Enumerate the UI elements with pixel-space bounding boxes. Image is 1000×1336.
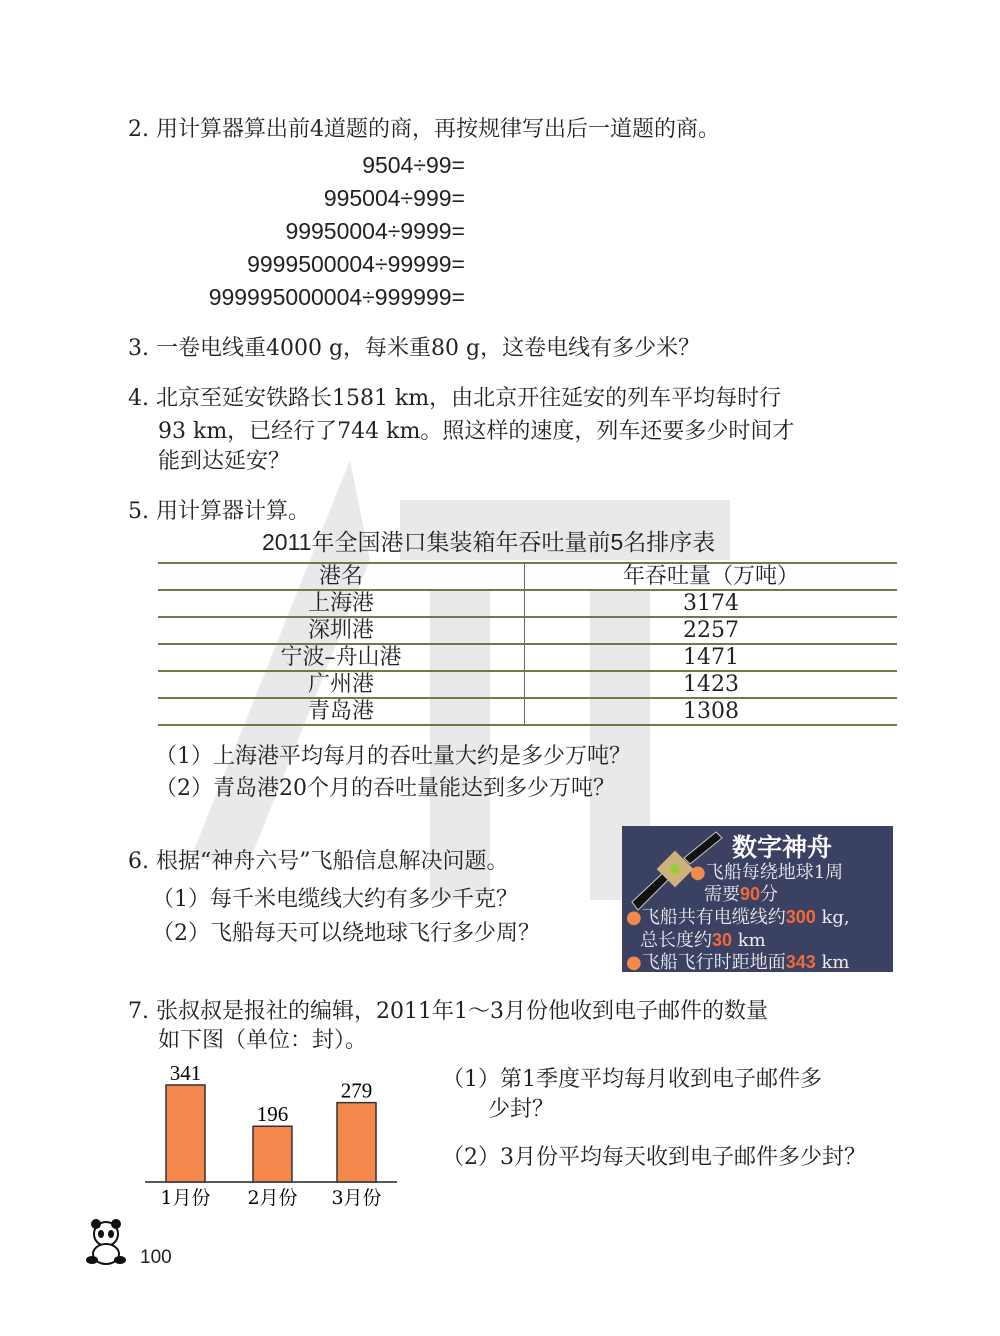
q7-sub: （1）第1季度平均每月收到电子邮件多	[442, 1067, 822, 1092]
table-row	[158, 590, 897, 617]
table-title: 2011年全国港口集装箱年吞吐量前5名排序表	[262, 529, 716, 555]
port-volume: 1423	[525, 671, 898, 698]
port-table	[158, 562, 897, 726]
info-number: 300	[785, 907, 816, 927]
table-row	[158, 671, 897, 698]
q4-line: 能到达延安？	[158, 449, 291, 474]
table-row	[158, 698, 897, 725]
q6-sub: （2）飞船每天可以绕地球飞行多少周？	[152, 921, 540, 946]
table-row	[158, 617, 897, 644]
info-number: 30	[712, 930, 733, 950]
category-label: 2月份	[247, 1187, 298, 1209]
data-label: 279	[340, 1078, 373, 1103]
q7-line: 如下图（单位：封）。	[158, 1028, 368, 1053]
shenzhou-info-box: 数字神舟 ●飞船每绕地球1周 需要90分 ●飞船共有电缆线约300 kg, 总长度约30 km ●飞船飞行时距地面343 km	[622, 826, 893, 972]
q7-sub: 少封？	[488, 1097, 555, 1122]
q5-sub: （2）青岛港20个月的吞吐量能达到多少万吨？	[155, 776, 615, 801]
port-volume: 3174	[525, 590, 898, 617]
q5-sub: （1）上海港平均每月的吞吐量大约是多少万吨？	[155, 744, 631, 769]
info-line: 飞船每绕地球1周	[705, 862, 844, 883]
port-name: 青岛港	[158, 698, 525, 725]
q4-line: 93 km，已经行了744 km。照这样的速度，列车还要多少时间才	[158, 419, 795, 444]
equation: 999995000004÷999999=	[208, 284, 465, 310]
q5-text: 5. 用计算器计算。	[128, 499, 310, 524]
bar	[337, 1103, 376, 1182]
q6-sub: （1）每千米电缆线大约有多少千克？	[152, 887, 518, 912]
port-volume: 1308	[525, 698, 898, 725]
info-text: kg,	[815, 907, 850, 928]
page-number: 100	[140, 1247, 172, 1268]
bar	[166, 1085, 205, 1182]
port-volume: 2257	[525, 617, 898, 644]
table-row	[158, 644, 897, 671]
q3-text: 3. 一卷电线重4000 g，每米重80 g，这卷电线有多少米？	[128, 336, 701, 361]
q4-line: 4. 北京至延安铁路长1581 km，由北京开往延安的列车平均每时行	[128, 386, 782, 411]
port-name: 宁波–舟山港	[158, 644, 525, 671]
bar	[253, 1126, 292, 1182]
equation: 9999500004÷99999=	[247, 251, 465, 277]
q7-line: 7. 张叔叔是报社的编辑，2011年1～3月份他收到电子邮件的数量	[128, 999, 768, 1024]
equation: 995004÷999=	[323, 185, 465, 211]
info-text: km	[815, 952, 850, 973]
info-text: 总长度约	[640, 930, 712, 951]
info-number: 343	[785, 952, 816, 972]
header-port: 港名	[158, 563, 525, 590]
header-volume: 年吞吐量（万吨）	[525, 563, 898, 590]
equation: 99950004÷9999=	[285, 218, 465, 244]
port-volume: 1471	[525, 644, 898, 671]
q7-sub: （2）3月份平均每天收到电子邮件多少封？	[442, 1145, 866, 1170]
box-title: 数字神舟	[732, 834, 833, 862]
category-label: 1月份	[160, 1187, 211, 1209]
port-name: 深圳港	[158, 617, 525, 644]
category-label: 3月份	[331, 1187, 382, 1209]
port-name: 广州港	[158, 671, 525, 698]
data-label: 341	[169, 1061, 202, 1085]
info-text: km	[732, 930, 766, 951]
q2-text: 2. 用计算器算出前4道题的商，再按规律写出后一道题的商。	[128, 117, 720, 142]
info-text: 需要	[704, 884, 740, 905]
data-label: 196	[256, 1102, 289, 1127]
port-name: 上海港	[158, 590, 525, 617]
info-text: 飞船飞行时距地面	[641, 952, 786, 973]
q6-text: 6. 根据“神舟六号”飞船信息解决问题。	[128, 849, 509, 874]
info-number: 90	[740, 884, 761, 904]
table-header	[158, 563, 897, 590]
info-text: 分	[760, 884, 779, 905]
panda-icon	[84, 1218, 128, 1266]
email-bar-chart	[140, 1055, 405, 1215]
info-text: 飞船共有电缆线约	[641, 907, 786, 928]
equation: 9504÷99=	[362, 152, 465, 178]
